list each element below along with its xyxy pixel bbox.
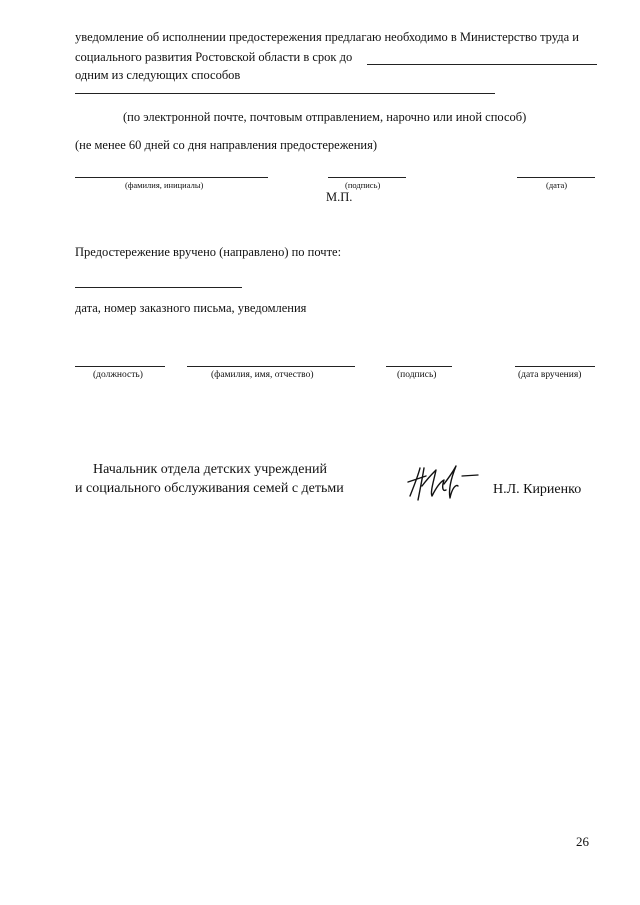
signature2-caption: (подпись): [397, 370, 437, 380]
delivery-caption: дата, номер заказного письма, уведомления: [75, 301, 307, 315]
signatory-title-line-1: Начальник отдела детских учреждений: [93, 462, 327, 477]
delivery-date-caption: (дата вручения): [518, 370, 582, 380]
fullname-blank: [187, 366, 355, 367]
stamp-label: М.П.: [326, 190, 353, 204]
signatory-name: Н.Л. Кириенко: [493, 482, 582, 497]
signature2-blank: [386, 366, 452, 367]
date-blank: [517, 177, 595, 178]
signatory-title-line-2: и социального обслуживания семей с детьми: [75, 481, 344, 496]
page-number: 26: [576, 834, 589, 849]
date-caption: (дата): [546, 180, 568, 190]
handwritten-signature: [400, 458, 485, 508]
position-caption: (должность): [93, 370, 143, 380]
name-caption: (фамилия, инициалы): [125, 180, 204, 190]
intro-line-3: одним из следующих способов: [75, 68, 241, 82]
position-blank: [75, 366, 165, 367]
methods-note: (по электронной почте, почтовым отправлением, нарочно или иной способ): [123, 110, 527, 124]
method-blank: [75, 93, 495, 94]
signature-blank: [328, 177, 406, 178]
deadline-date-blank: [367, 64, 597, 65]
delivery-blank: [75, 287, 242, 288]
intro-line-2: социального развития Ростовской области в срок до: [75, 50, 353, 64]
fullname-caption: (фамилия, имя, отчество): [211, 370, 314, 380]
intro-line-1: уведомление об исполнении предостережения предлагаю необходимо в Министерство труда и: [75, 30, 579, 44]
deadline-note: (не менее 60 дней со дня направления предостережения): [75, 138, 378, 152]
name-blank: [75, 177, 268, 178]
signature-caption: (подпись): [345, 180, 381, 190]
delivery-heading: Предостережение вручено (направлено) по почте:: [75, 245, 342, 259]
delivery-date-blank: [515, 366, 595, 367]
